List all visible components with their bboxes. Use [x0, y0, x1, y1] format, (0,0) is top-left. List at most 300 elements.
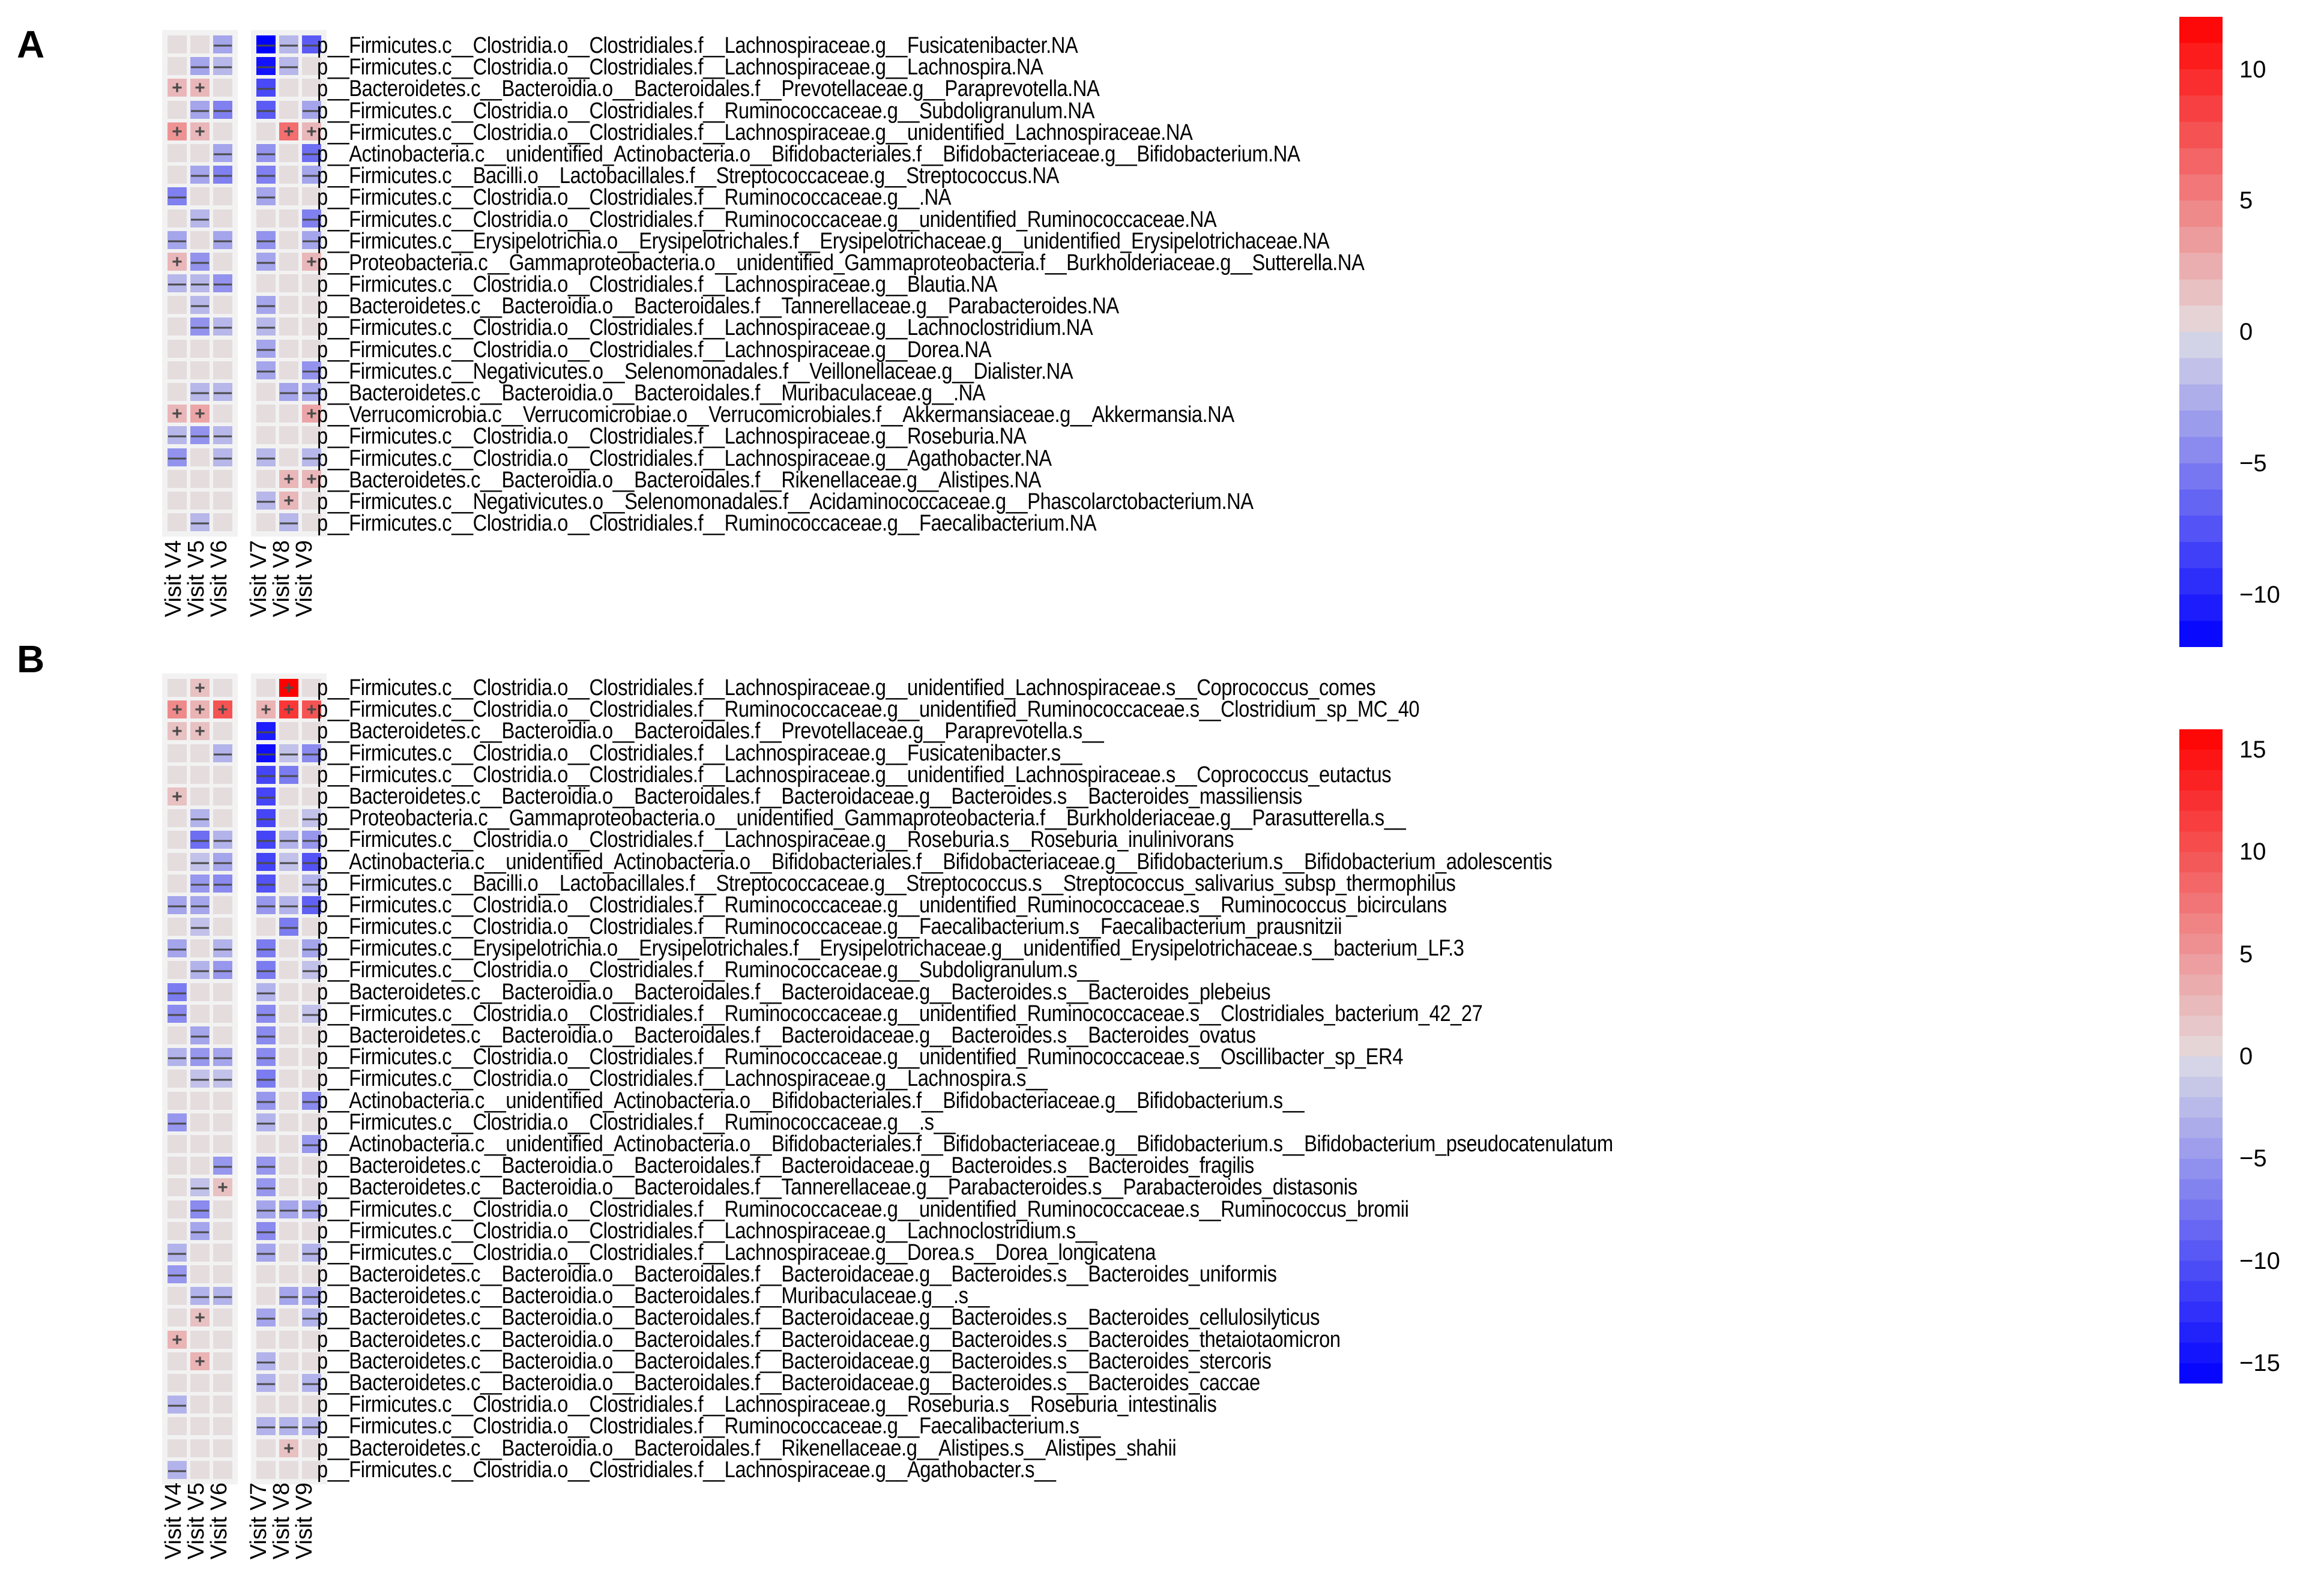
- heatmap-cell: [279, 722, 298, 740]
- minus-icon: —: [280, 1417, 298, 1437]
- column-label: Visit V9: [292, 540, 317, 618]
- minus-icon: —: [191, 426, 209, 446]
- minus-icon: —: [257, 765, 275, 785]
- minus-icon: —: [280, 765, 298, 785]
- heatmap-cell: [168, 1222, 187, 1240]
- heatmap-cell: [190, 1048, 210, 1066]
- heatmap-cell: [168, 787, 187, 806]
- heatmap-cell: [256, 383, 276, 401]
- heatmap-cell: [213, 722, 232, 740]
- heatmap-cell: [213, 296, 232, 314]
- heatmap-cell: [190, 1352, 210, 1370]
- heatmap-cell: [279, 296, 298, 314]
- heatmap-cell: [256, 896, 276, 914]
- heatmap-cell: [256, 1092, 276, 1110]
- minus-icon: —: [191, 1286, 209, 1307]
- heatmap-cell: [190, 101, 210, 119]
- row-label: p__Firmicutes.c__Clostridia.o__Clostridiales.f__Ruminococcaceae.g__unidentified_Ruminococcaceae.s__Clostridiales_bacterium_42_27: [317, 1001, 1483, 1026]
- heatmap-cell: [279, 513, 298, 531]
- heatmap-cell: [190, 831, 210, 849]
- minus-icon: —: [257, 339, 275, 359]
- heatmap-cell: [190, 1135, 210, 1153]
- heatmap-cell: [168, 1178, 187, 1196]
- minus-icon: —: [191, 208, 209, 229]
- column-label: Visit V6: [207, 1483, 232, 1560]
- heatmap-cell: [279, 918, 298, 936]
- minus-icon: —: [303, 1242, 321, 1263]
- plus-icon: +: [195, 78, 205, 98]
- minus-icon: —: [303, 895, 321, 915]
- heatmap-cell: [213, 1222, 232, 1240]
- heatmap-cell: [256, 231, 276, 249]
- heatmap-cell: [279, 448, 298, 466]
- heatmap-cell: [190, 853, 210, 871]
- heatmap-cell: [279, 983, 298, 1001]
- heatmap-cell: [256, 35, 276, 53]
- minus-icon: —: [214, 1069, 232, 1089]
- minus-icon: —: [191, 960, 209, 981]
- heatmap-cell: [256, 939, 276, 957]
- heatmap-cell: [279, 35, 298, 53]
- heatmap-cell: [168, 1070, 187, 1088]
- row-label: p__Firmicutes.c__Erysipelotrichia.o__Erysipelotrichales.f__Erysipelotrichaceae.g__unidentified_Erysipelotrichaceae.s__bacterium_LF.3: [317, 936, 1464, 962]
- minus-icon: —: [168, 1242, 186, 1263]
- heatmap-cell: [279, 939, 298, 957]
- row-label: p__Actinobacteria.c__unidentified_Actinobacteria.o__Bifidobacteriales.f__Bifidobacteriaceae.g__Bifidobacterium.s__: [317, 1088, 1305, 1113]
- minus-icon: —: [257, 1004, 275, 1024]
- row-label: p__Verrucomicrobia.c__Verrucomicrobiae.o__Verrucomicrobiales.f__Akkermansiaceae.g__Akkermansia.NA: [317, 402, 1234, 428]
- minus-icon: —: [303, 873, 321, 894]
- heatmap-cell: [190, 1265, 210, 1283]
- colorbar-tick: 10: [2239, 839, 2266, 866]
- row-label: p__Bacteroidetes.c__Bacteroidia.o__Bacteroidales.f__Tannerellaceae.g__Parabacteroides.NA: [317, 294, 1119, 319]
- heatmap-cell: [168, 253, 187, 271]
- minus-icon: —: [257, 1373, 275, 1393]
- heatmap-cell: [168, 318, 187, 336]
- row-label: p__Firmicutes.c__Clostridia.o__Clostridiales.f__Lachnospiraceae.g__Lachnoclostridium.NA: [317, 315, 1093, 341]
- minus-icon: —: [280, 513, 298, 533]
- heatmap-cell: [168, 918, 187, 936]
- heatmap-cell: [213, 340, 232, 358]
- heatmap-cell: [279, 1222, 298, 1240]
- minus-icon: —: [191, 317, 209, 337]
- minus-icon: —: [257, 786, 275, 807]
- heatmap-cell: [190, 896, 210, 914]
- heatmap-cell: [256, 274, 276, 292]
- minus-icon: —: [214, 1047, 232, 1068]
- minus-icon: —: [280, 917, 298, 938]
- heatmap-cell: [190, 1396, 210, 1414]
- heatmap-cell: [279, 1308, 298, 1326]
- minus-icon: —: [303, 1004, 321, 1024]
- row-label: p__Firmicutes.c__Bacilli.o__Lactobacillales.f__Streptococcaceae.g__Streptococcus.NA: [317, 163, 1059, 189]
- minus-icon: —: [303, 208, 321, 229]
- minus-icon: —: [257, 251, 275, 272]
- heatmap-cell: [256, 296, 276, 314]
- heatmap-cell: [168, 1157, 187, 1175]
- row-label: p__Actinobacteria.c__unidentified_Actinobacteria.o__Bifidobacteriales.f__Bifidobacteriaceae.g__Bifidobacterium.NA: [317, 141, 1300, 167]
- plus-icon: +: [172, 700, 183, 720]
- minus-icon: —: [257, 78, 275, 98]
- minus-icon: —: [191, 382, 209, 402]
- heatmap-cell: [279, 961, 298, 979]
- row-label: p__Firmicutes.c__Erysipelotrichia.o__Erysipelotrichales.f__Erysipelotrichaceae.g__unidentified_Erysipelotrichaceae.NA: [317, 228, 1330, 254]
- row-label: p__Firmicutes.c__Clostridia.o__Clostridiales.f__Lachnospiraceae.g__Lachnospira.NA: [317, 55, 1043, 80]
- heatmap-cell: [168, 1026, 187, 1044]
- heatmap-block-2: [251, 673, 327, 1484]
- heatmap-cell: [168, 1331, 187, 1349]
- heatmap-cell: [279, 1157, 298, 1175]
- column-labels-a: [162, 540, 316, 617]
- minus-icon: —: [303, 100, 321, 120]
- heatmap-cell: [256, 1287, 276, 1305]
- heatmap-cell: [168, 722, 187, 740]
- row-label: p__Actinobacteria.c__unidentified_Actinobacteria.o__Bifidobacteriales.f__Bifidobacteriaceae.g__Bifidobacterium.s__Bifidobacterium_adolescentis: [317, 849, 1553, 875]
- heatmap-cell: [190, 1178, 210, 1196]
- row-label: p__Bacteroidetes.c__Bacteroidia.o__Bacteroidales.f__Bacteroidaceae.g__Bacteroides.s__Bacteroides_massiliensis: [317, 783, 1302, 809]
- heatmap-cell: [279, 122, 298, 140]
- heatmap-cell: [213, 1200, 232, 1218]
- row-label: p__Proteobacteria.c__Gammaproteobacteria.o__unidentified_Gammaproteobacteria.f__Burkholderiaceae.g__Sutterella.NA: [317, 250, 1365, 276]
- heatmap-cell: [279, 231, 298, 249]
- plus-icon: +: [283, 700, 294, 720]
- heatmap-cell: [256, 1005, 276, 1023]
- minus-icon: —: [191, 917, 209, 938]
- heatmap-cell: [256, 809, 276, 827]
- heatmap-cell: [256, 492, 276, 510]
- minus-icon: —: [168, 982, 186, 1002]
- heatmap-cell: [190, 1157, 210, 1175]
- heatmap-cell: [168, 144, 187, 162]
- heatmap-cell: [256, 679, 276, 697]
- colorbar-gradient: [2179, 17, 2223, 647]
- heatmap-block-1: [162, 30, 238, 537]
- colorbar-gradient: [2179, 729, 2223, 1384]
- heatmap-cell: [256, 1113, 276, 1131]
- heatmap-cell: [256, 405, 276, 423]
- row-label: p__Firmicutes.c__Clostridia.o__Clostridiales.f__Lachnospiraceae.g__Agathobacter.NA: [317, 445, 1052, 471]
- row-label: p__Bacteroidetes.c__Bacteroidia.o__Bacteroidales.f__Bacteroidaceae.g__Bacteroides.s__Bacteroides_caccae: [317, 1370, 1260, 1396]
- minus-icon: —: [257, 743, 275, 763]
- heatmap-cell: [190, 318, 210, 336]
- heatmap-cell: [256, 1374, 276, 1392]
- plus-icon: +: [306, 121, 317, 142]
- plus-icon: +: [283, 678, 294, 698]
- column-label: Visit V7: [246, 1483, 271, 1560]
- heatmap-cell: [190, 1374, 210, 1392]
- heatmap-cell: [168, 122, 187, 140]
- heatmap-cell: [190, 274, 210, 292]
- heatmap-cell: [190, 231, 210, 249]
- heatmap-cell: [168, 274, 187, 292]
- minus-icon: —: [257, 490, 275, 511]
- column-label: Visit V5: [184, 1483, 209, 1560]
- heatmap-cell: [279, 1461, 298, 1479]
- heatmap-cell: [213, 1396, 232, 1414]
- row-label: p__Firmicutes.c__Clostridia.o__Clostridiales.f__Ruminococcaceae.g__unidentified_Ruminococcaceae.NA: [317, 206, 1217, 232]
- heatmap-cell: [190, 1308, 210, 1326]
- plus-icon: +: [195, 721, 205, 742]
- heatmap-cell: [190, 722, 210, 740]
- minus-icon: —: [214, 56, 232, 77]
- minus-icon: —: [257, 1178, 275, 1198]
- minus-icon: —: [257, 360, 275, 381]
- heatmap-cell: [190, 1113, 210, 1131]
- minus-icon: —: [303, 743, 321, 763]
- heatmap-cell: [256, 209, 276, 227]
- heatmap-cell: [168, 853, 187, 871]
- heatmap-cell: [256, 166, 276, 184]
- heatmap-cell: [279, 809, 298, 827]
- column-label: Visit V8: [269, 1483, 294, 1560]
- heatmap-cell: [213, 1048, 232, 1066]
- heatmap-cell: [168, 831, 187, 849]
- minus-icon: —: [191, 295, 209, 316]
- minus-icon: —: [191, 1199, 209, 1220]
- minus-icon: —: [257, 35, 275, 55]
- minus-icon: —: [191, 251, 209, 272]
- minus-icon: —: [257, 1242, 275, 1263]
- heatmap-cell: [168, 187, 187, 205]
- minus-icon: —: [191, 852, 209, 872]
- minus-icon: —: [168, 447, 186, 468]
- minus-icon: —: [168, 426, 186, 446]
- minus-icon: —: [191, 873, 209, 894]
- heatmap-cell: [256, 1439, 276, 1457]
- minus-icon: —: [303, 809, 321, 829]
- heatmap-cell: [213, 1178, 232, 1196]
- minus-icon: —: [191, 1069, 209, 1089]
- row-labels-b: [317, 677, 1613, 1481]
- colorbar-tick: −5: [2239, 450, 2267, 477]
- heatmap-cell: [256, 1157, 276, 1175]
- heatmap-cell: [256, 1308, 276, 1326]
- heatmap-cell: [213, 405, 232, 423]
- minus-icon: —: [214, 100, 232, 120]
- heatmap-cell: [279, 405, 298, 423]
- heatmap-cell: [256, 1178, 276, 1196]
- plus-icon: +: [283, 490, 294, 511]
- heatmap-cell: [190, 340, 210, 358]
- heatmap-cell: [168, 700, 187, 718]
- heatmap-cell: [213, 383, 232, 401]
- heatmap-cell: [256, 1135, 276, 1153]
- heatmap-cell: [256, 744, 276, 762]
- heatmap-cell: [279, 57, 298, 75]
- minus-icon: —: [257, 873, 275, 894]
- heatmap-cell: [213, 274, 232, 292]
- row-label: p__Firmicutes.c__Clostridia.o__Clostridiales.f__Lachnospiraceae.g__Blautia.NA: [317, 272, 998, 298]
- heatmap-cell: [168, 231, 187, 249]
- minus-icon: —: [257, 939, 275, 959]
- heatmap-cell: [213, 1026, 232, 1044]
- heatmap-cell: [279, 1265, 298, 1283]
- plus-icon: +: [195, 404, 205, 424]
- heatmap-cell: [256, 766, 276, 784]
- heatmap-cell: [168, 340, 187, 358]
- plus-icon: +: [306, 404, 317, 424]
- heatmap-cell: [168, 1265, 187, 1283]
- heatmap-cell: [279, 101, 298, 119]
- minus-icon: —: [191, 1047, 209, 1068]
- row-label: p__Firmicutes.c__Clostridia.o__Clostridiales.f__Ruminococcaceae.g__unidentified_Ruminococcaceae.s__Ruminococcus_bromii: [317, 1196, 1409, 1222]
- heatmap-cell: [213, 253, 232, 271]
- heatmap-cell: [213, 1308, 232, 1326]
- row-label: p__Bacteroidetes.c__Bacteroidia.o__Bacteroidales.f__Muribaculaceae.g__.NA: [317, 381, 986, 406]
- heatmap-cell: [279, 166, 298, 184]
- heatmap-cell: [213, 1157, 232, 1175]
- heatmap-cell: [256, 1026, 276, 1044]
- heatmap-cell: [190, 405, 210, 423]
- heatmap-cell: [279, 875, 298, 893]
- heatmap-cell: [213, 766, 232, 784]
- heatmap-cell: [279, 144, 298, 162]
- minus-icon: —: [214, 447, 232, 468]
- minus-icon: —: [303, 939, 321, 959]
- minus-icon: —: [257, 960, 275, 981]
- minus-icon: —: [257, 1156, 275, 1176]
- heatmap-cell: [213, 1461, 232, 1479]
- row-label: p__Firmicutes.c__Clostridia.o__Clostridiales.f__Ruminococcaceae.g__unidentified_Ruminococcaceae.s__Ruminococcus_bicirculans: [317, 892, 1447, 918]
- heatmap-cell: [190, 1417, 210, 1435]
- heatmap-cell: [190, 470, 210, 488]
- minus-icon: —: [280, 56, 298, 77]
- minus-icon: —: [214, 143, 232, 163]
- minus-icon: —: [168, 1004, 186, 1024]
- plus-icon: +: [306, 469, 317, 489]
- panel-letter-a: A: [17, 23, 45, 66]
- minus-icon: —: [214, 426, 232, 446]
- row-label: p__Firmicutes.c__Clostridia.o__Clostridiales.f__Lachnospiraceae.g__Dorea.s__Dorea_longicatena: [317, 1239, 1156, 1265]
- heatmap-cell: [256, 1222, 276, 1240]
- minus-icon: —: [303, 1286, 321, 1307]
- heatmap-cell: [190, 983, 210, 1001]
- minus-icon: —: [191, 274, 209, 294]
- heatmap-block-2: [251, 30, 327, 537]
- minus-icon: —: [303, 1417, 321, 1437]
- minus-icon: —: [257, 295, 275, 316]
- row-label: p__Bacteroidetes.c__Bacteroidia.o__Bacteroidales.f__Bacteroidaceae.g__Bacteroides.s__Bacteroides_uniformis: [317, 1262, 1277, 1287]
- heatmap-cell: [168, 1352, 187, 1370]
- heatmap-cell: [190, 1331, 210, 1349]
- heatmap-cell: [279, 492, 298, 510]
- heatmap-cell: [256, 983, 276, 1001]
- heatmap-cell: [256, 470, 276, 488]
- heatmap-cell: [213, 231, 232, 249]
- row-label: p__Firmicutes.c__Clostridia.o__Clostridiales.f__Ruminococcaceae.g__Faecalibacterium.NA: [317, 511, 1097, 537]
- heatmap-cell: [279, 383, 298, 401]
- heatmap-cell: [279, 1135, 298, 1153]
- plus-icon: +: [306, 251, 317, 272]
- column-label: Visit V7: [246, 540, 271, 618]
- minus-icon: —: [257, 1308, 275, 1328]
- minus-icon: —: [257, 1221, 275, 1241]
- heatmap-cell: [213, 1374, 232, 1392]
- heatmap-cell: [190, 961, 210, 979]
- heatmap-cell: [190, 1244, 210, 1262]
- column-labels-b: [162, 1483, 316, 1559]
- heatmap-cell: [279, 79, 298, 97]
- minus-icon: —: [191, 56, 209, 77]
- heatmap-cell: [256, 253, 276, 271]
- heatmap-cell: [256, 853, 276, 871]
- heatmap-cell: [213, 831, 232, 849]
- heatmap-cell: [213, 1244, 232, 1262]
- heatmap-cell: [168, 166, 187, 184]
- heatmap-cell: [190, 253, 210, 271]
- minus-icon: —: [257, 830, 275, 851]
- heatmap-cell: [213, 700, 232, 718]
- minus-icon: —: [257, 1069, 275, 1089]
- minus-icon: —: [214, 1286, 232, 1307]
- heatmap-cell: [190, 1005, 210, 1023]
- heatmap-cell: [279, 700, 298, 718]
- plus-icon: +: [172, 721, 183, 742]
- heatmap-cell: [213, 1331, 232, 1349]
- heatmap-cell: [256, 426, 276, 444]
- heatmap-cell: [190, 1222, 210, 1240]
- minus-icon: —: [257, 1026, 275, 1046]
- heatmap-cell: [279, 1244, 298, 1262]
- row-label: p__Firmicutes.c__Clostridia.o__Clostridiales.f__Lachnospiraceae.g__Agathobacter.s__: [317, 1457, 1056, 1483]
- heatmap-cell: [256, 875, 276, 893]
- heatmap-cell: [190, 383, 210, 401]
- minus-icon: —: [257, 895, 275, 915]
- heatmap-cell: [190, 679, 210, 697]
- heatmap-cell: [168, 492, 187, 510]
- column-label: Visit V9: [292, 1483, 317, 1560]
- heatmap-cell: [279, 1374, 298, 1392]
- heatmap-cell: [168, 1048, 187, 1066]
- heatmap-cell: [213, 896, 232, 914]
- heatmap-cell: [213, 787, 232, 806]
- minus-icon: —: [303, 1091, 321, 1111]
- heatmap-cell: [168, 209, 187, 227]
- heatmap-cell: [168, 426, 187, 444]
- minus-icon: —: [280, 830, 298, 851]
- heatmap-cell: [168, 296, 187, 314]
- heatmap-cell: [190, 1287, 210, 1305]
- minus-icon: —: [214, 382, 232, 402]
- heatmap-cell: [256, 1048, 276, 1066]
- minus-icon: —: [257, 317, 275, 337]
- minus-icon: —: [303, 230, 321, 250]
- heatmap-cell: [256, 700, 276, 718]
- heatmap-cell: [213, 209, 232, 227]
- heatmap-cell: [213, 918, 232, 936]
- heatmap-cell: [213, 35, 232, 53]
- heatmap-cell: [279, 1005, 298, 1023]
- row-label: p__Firmicutes.c__Clostridia.o__Clostridiales.f__Ruminococcaceae.g__Faecalibacterium.s__: [317, 1414, 1100, 1439]
- heatmap-cell: [190, 744, 210, 762]
- heatmap-cell: [190, 1461, 210, 1479]
- row-label: p__Firmicutes.c__Clostridia.o__Clostridiales.f__Lachnospiraceae.g__unidentified_Lachnospiraceae.s__Coprococcus_comes: [317, 675, 1376, 700]
- colorbar-tick: 15: [2239, 736, 2266, 763]
- heatmap-cell: [279, 1396, 298, 1414]
- minus-icon: —: [257, 982, 275, 1002]
- minus-icon: —: [257, 1417, 275, 1437]
- heatmap-cell: [168, 875, 187, 893]
- heatmap-cell: [256, 722, 276, 740]
- heatmap-cell: [213, 513, 232, 531]
- heatmap-cell: [168, 35, 187, 53]
- heatmap-cell: [279, 1331, 298, 1349]
- heatmap-block-1: [162, 673, 238, 1484]
- heatmap-cell: [213, 1092, 232, 1110]
- heatmap-cell: [213, 492, 232, 510]
- minus-icon: —: [303, 360, 321, 381]
- minus-icon: —: [168, 230, 186, 250]
